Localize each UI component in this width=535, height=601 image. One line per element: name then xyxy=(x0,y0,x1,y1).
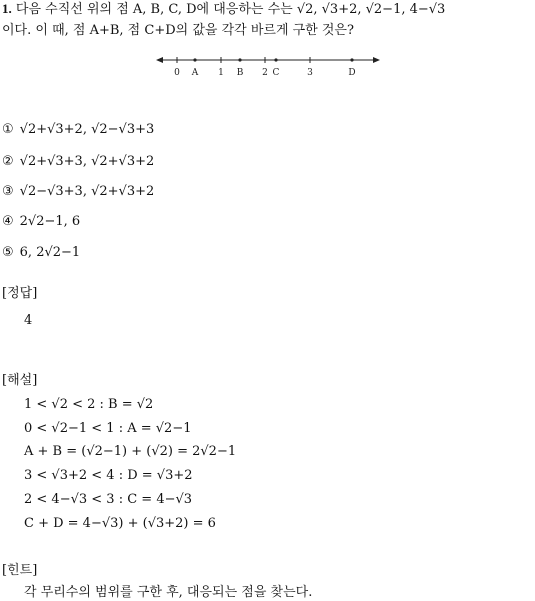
option-1-marker: ① xyxy=(2,122,14,137)
tick-label-C: C xyxy=(272,68,280,78)
number-line xyxy=(150,50,390,82)
option-2-marker: ② xyxy=(2,154,14,169)
answer-label: [정답] xyxy=(2,286,38,301)
option-2-text: √2+√3+3, √2+√3+2 xyxy=(19,154,155,169)
tick-label-1: 1 xyxy=(218,68,224,78)
question-line-1 xyxy=(2,1,445,18)
option-3[interactable] xyxy=(2,184,154,200)
option-3-marker: ③ xyxy=(2,184,14,199)
explanation-line-4: 3 < √3+2 < 4 : D = √3+2 xyxy=(24,468,193,483)
point-d-dot xyxy=(350,58,353,61)
tick-label-D: D xyxy=(348,68,356,78)
explanation-line-5: 2 < 4−√3 < 3 : C = 4−√3 xyxy=(24,492,193,507)
tick-label-B: B xyxy=(236,68,244,78)
option-3-text: √2−√3+3, √2+√3+2 xyxy=(19,184,155,199)
explanation-line-1: 1 < √2 < 2 : B = √2 xyxy=(24,397,154,412)
explanation-line-2: 0 < √2−1 < 1 : A = √2−1 xyxy=(24,421,192,436)
option-2[interactable] xyxy=(2,154,154,170)
option-4[interactable] xyxy=(2,214,80,230)
option-5-marker: ⑤ xyxy=(2,245,14,260)
point-a-dot xyxy=(193,58,196,61)
hint-text: 각 무리수의 범위를 구한 후, 대응되는 점을 찾는다. xyxy=(24,585,313,600)
explanation-label: [해설] xyxy=(2,373,38,388)
answer-value: 4 xyxy=(24,313,33,328)
option-4-text: 2√2−1, 6 xyxy=(19,214,81,229)
number-line-left-arrow xyxy=(156,57,163,63)
option-1[interactable] xyxy=(2,122,154,138)
question-number: 1. xyxy=(2,1,12,16)
point-c-dot xyxy=(274,58,277,61)
number-line-right-arrow xyxy=(373,57,380,63)
option-4-marker: ④ xyxy=(2,214,14,229)
tick-label-0: 0 xyxy=(174,68,180,78)
option-5-text: 6, 2√2−1 xyxy=(19,245,81,260)
tick-label-A: A xyxy=(191,68,199,78)
option-5[interactable] xyxy=(2,245,80,261)
question-line-2: 이다. 이 때, 점 A+B, 점 C+D의 값을 각각 바르게 구한 것은? xyxy=(2,23,354,38)
hint-label: [힌트] xyxy=(2,563,38,578)
explanation-line-6: C + D = 4−√3) + (√3+2) = 6 xyxy=(24,516,216,531)
question-text-1: 다음 수직선 위의 점 A, B, C, D에 대응하는 수는 √2, √3+2, √2−1, 4−√3 xyxy=(15,2,446,17)
point-b-dot xyxy=(238,58,241,61)
tick-label-2: 2 xyxy=(262,68,268,78)
option-1-text: √2+√3+2, √2−√3+3 xyxy=(19,122,155,137)
tick-label-3: 3 xyxy=(307,68,313,78)
explanation-line-3: A + B = (√2−1) + (√2) = 2√2−1 xyxy=(24,444,237,459)
